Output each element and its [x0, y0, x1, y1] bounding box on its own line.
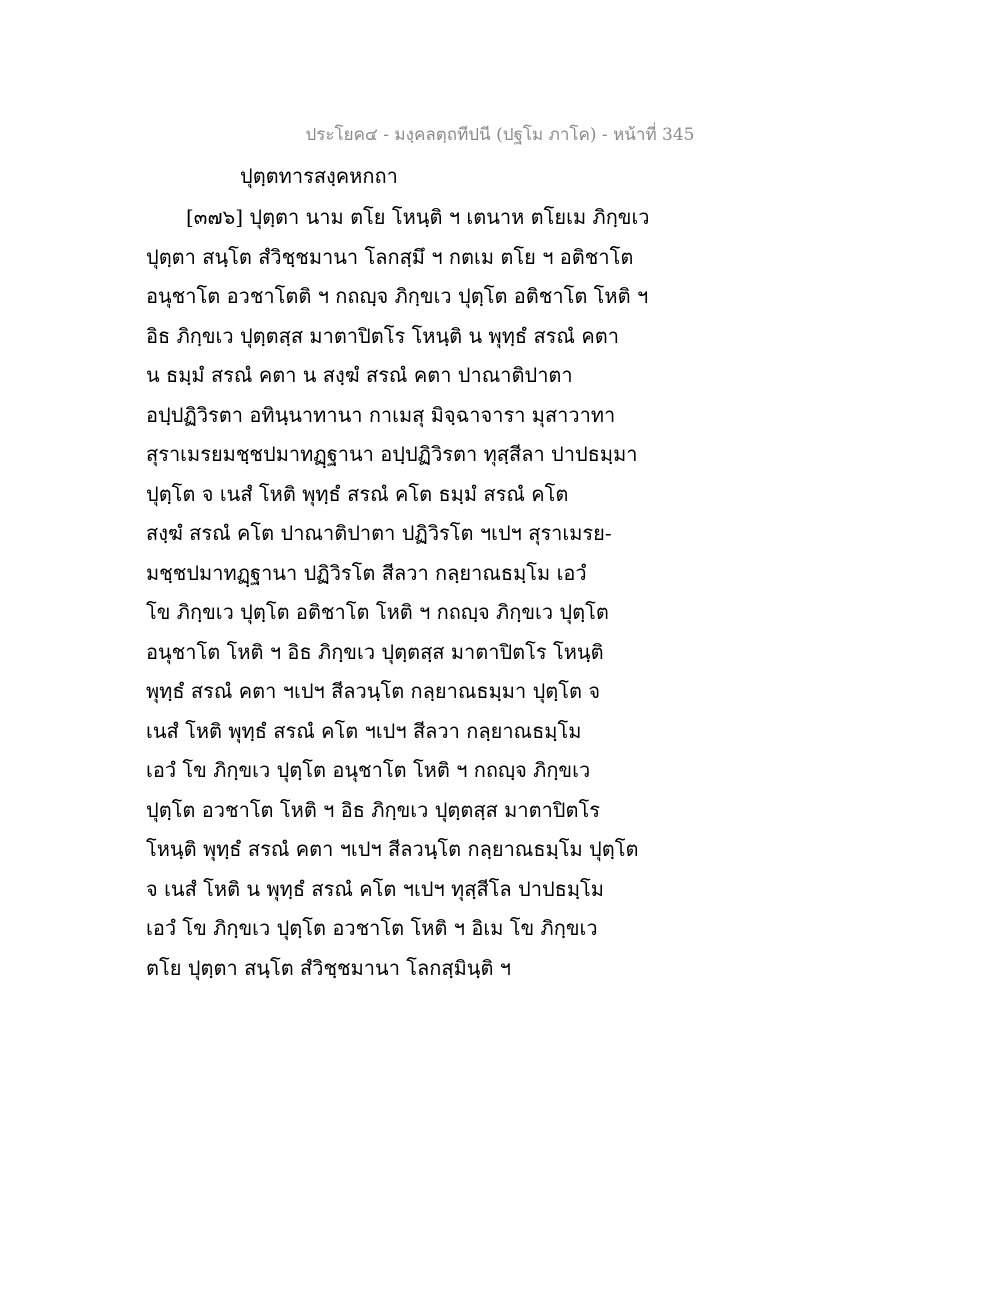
text-line: อนุชาโต โหติ ฯ อิธ ภิกฺขเว ปุตฺตสฺส มาตาปิตโร โหนฺติ	[146, 639, 604, 664]
text-line: อปฺปฏิวิรตา อทินฺนาทานา กาเมสุ มิจฺฉาจารา มุสาวาทา	[146, 402, 616, 427]
text-line: ปุตฺตา สนฺโต สํวิชฺชมานา โลกสฺมึ ฯ กตเม ตโย ฯ อติชาโต	[146, 244, 634, 269]
text-line: โหนฺติ พุทฺธํ สรณํ คตา ฯเปฯ สีลวนฺโต กลฺยาณธมฺโม ปุตฺโต	[146, 837, 639, 861]
text-line: สุราเมรยมชฺชปมาทฏฺฐานา อปฺปฏิวิรตา ทุสฺสีลา ปาปธมฺมา	[146, 442, 638, 466]
text-line: พุทฺธํ สรณํ คตา ฯเปฯ สีลวนฺโต กลฺยาณธมฺมา ปุตฺโต จ	[146, 679, 601, 703]
text-line: จ เนสํ โหติ น พุทฺธํ สรณํ คโต ฯเปฯ ทุสฺสีโล ปาปธมฺโม	[146, 876, 604, 901]
text-line: อิธ ภิกฺขเว ปุตฺตสฺส มาตาปิตโร โหนฺติ น พุทฺธํ สรณํ คตา	[146, 323, 619, 348]
running-header-text: ประโยค๔ - มงฺคลตฺถทีปนี (ปฐโม ภาโค) - หน้าที่ 345	[305, 125, 695, 145]
text-line: [๓๗๖] ปุตฺตา นาม ตโย โหนฺติ ฯ เตนาห ตโยเม ภิกฺขเว	[186, 205, 650, 229]
text-line: มชฺชปมาทฏฺฐานา ปฏิวิรโต สีลวา กลฺยาณธมฺโม เอวํ	[146, 560, 587, 585]
section-title: ปุตฺตทารสงฺคหกถา	[240, 164, 398, 188]
body-paragraph	[146, 198, 666, 988]
text-line: เอวํ โข ภิกฺขเว ปุตฺโต อวชาโต โหติ ฯ อิเม โข ภิกฺขเว	[146, 916, 598, 940]
text-line: ปุตฺโต อวชาโต โหติ ฯ อิธ ภิกฺขเว ปุตฺตสฺส มาตาปิตโร	[146, 797, 600, 822]
text-line: โข ภิกฺขเว ปุตฺโต อติชาโต โหติ ฯ กถญฺจ ภิกฺขเว ปุตฺโต	[146, 600, 609, 624]
text-line: สงฺฆํ สรณํ คโต ปาณาติปาตา ปฏิวิรโต ฯเปฯ สุราเมรย-	[146, 521, 612, 545]
text-line: ตโย ปุตฺตา สนฺโต สํวิชฺชมานา โลกสฺมินฺติ ฯ	[146, 955, 512, 980]
text-line: เนสํ โหติ พุทฺธํ สรณํ คโต ฯเปฯ สีลวา กลฺยาณธมฺโม	[146, 718, 582, 743]
running-header	[0, 121, 1000, 148]
text-line: อนุชาโต อวชาโตติ ฯ กถญฺจ ภิกฺขเว ปุตฺโต อติชาโต โหติ ฯ	[146, 284, 649, 308]
text-line: เอวํ โข ภิกฺขเว ปุตฺโต อนุชาโต โหติ ฯ กถญฺจ ภิกฺขเว	[146, 758, 591, 782]
text-line: น ธมฺมํ สรณํ คตา น สงฺฆํ สรณํ คตา ปาณาติปาตา	[146, 363, 573, 387]
text-line: ปุตฺโต จ เนสํ โหติ พุทฺธํ สรณํ คโต ธมฺมํ สรณํ คโต	[146, 481, 569, 506]
